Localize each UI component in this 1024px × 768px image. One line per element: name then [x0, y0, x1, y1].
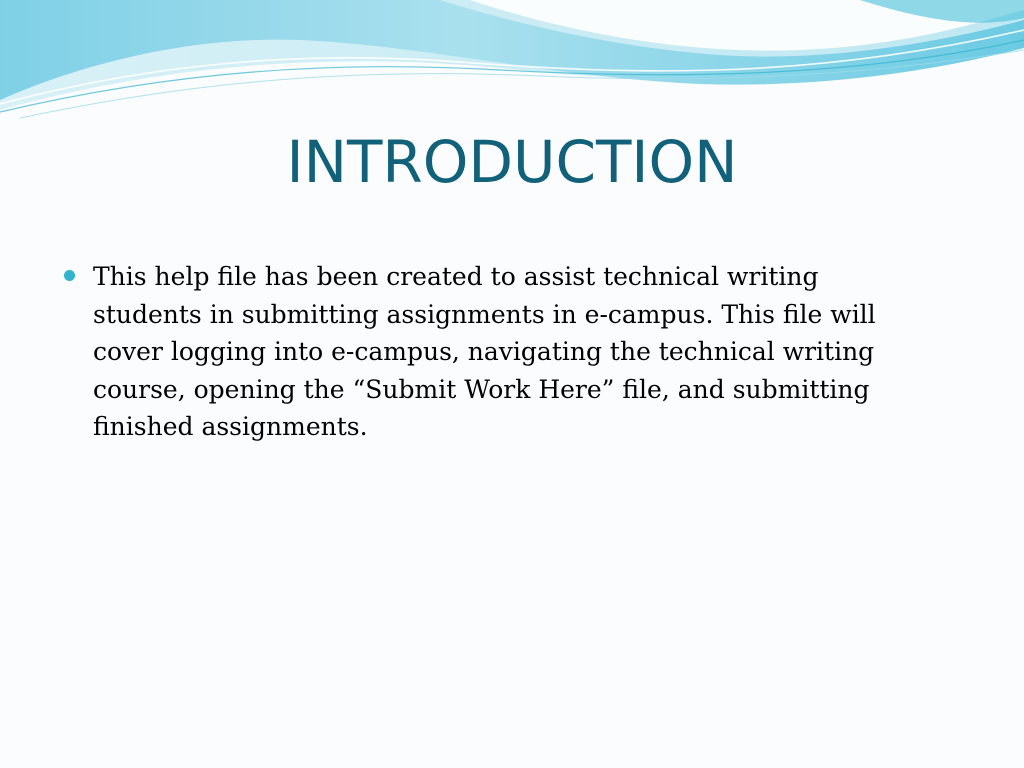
slide-title: INTRODUCTION	[286, 128, 738, 196]
bullet-dot-icon	[64, 270, 75, 281]
header-wave-decoration	[0, 0, 1024, 130]
bullet-list	[62, 258, 912, 446]
bullet-text: This help file has been created to assist technical writing students in submitting assignments in e-campus. This file will cover logging into e-campus, navigating the technical writing course, opening the “Submit Work Here” file, and submitting finished assignments.	[93, 262, 876, 441]
bullet-item	[62, 258, 912, 446]
